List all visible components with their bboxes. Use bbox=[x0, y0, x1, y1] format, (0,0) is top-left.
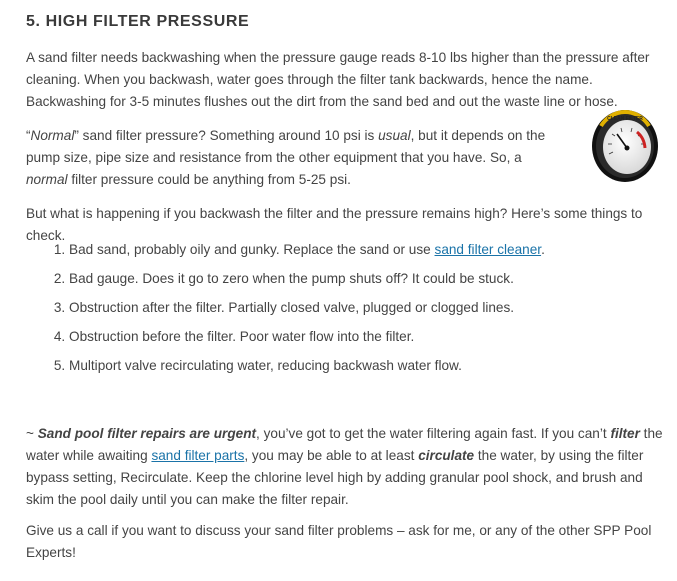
emphasis-usual: usual bbox=[378, 128, 411, 143]
text-fragment: ~ bbox=[26, 426, 38, 441]
paragraph-question: But what is happening if you backwash the filter and the pressure remains high? Here’s some things to check. bbox=[26, 206, 643, 243]
paragraph-backwashing: A sand filter needs backwashing when the pressure gauge reads 8-10 lbs higher than the pressure after cleaning. When you backwash, water goes through the filter tank backwards, hence the name. Backwashing for 3-5 minutes flushes out the dirt from the sand bed and out the waste line or hose. bbox=[26, 50, 650, 109]
list-item: 3. Obstruction after the filter. Partially closed valve, plugged or clogged lines. bbox=[69, 297, 669, 326]
emphasis-normal-quoted: Normal bbox=[30, 128, 75, 143]
text-fragment: , you may be able to at least bbox=[244, 448, 419, 463]
text-fragment: filter pressure could be anything from 5-25 psi. bbox=[67, 172, 351, 187]
emphasis-normal: normal bbox=[26, 172, 68, 187]
section-heading: 5. HIGH FILTER PRESSURE bbox=[26, 13, 250, 30]
list-item: 5. Multiport valve recirculating water, reducing backwash water flow. bbox=[69, 355, 669, 384]
text-fragment: “ bbox=[26, 128, 31, 143]
sand-filter-cleaner-link[interactable]: sand filter cleaner bbox=[434, 242, 542, 257]
emphasis-circulate: circulate bbox=[418, 448, 475, 463]
gauge-label: CLEAN FILTER bbox=[607, 116, 643, 122]
list-item: 2. Bad gauge. Does it go to zero when the pump shuts off? It could be stuck. bbox=[69, 268, 669, 297]
text-fragment: ” sand filter pressure? Something around 10 psi is bbox=[74, 128, 379, 143]
list-item-text: Bad sand, probably oily and gunky. Replace the sand or use bbox=[69, 242, 435, 257]
list-item bbox=[69, 239, 669, 268]
paragraph-normal-pressure bbox=[26, 125, 566, 191]
list-item-text: . bbox=[541, 242, 545, 257]
emphasis-filter: filter bbox=[610, 426, 640, 441]
text-fragment: , but it depends on the pump size, pipe size and resistance from the other equipment that you have. So, a bbox=[26, 128, 546, 165]
text-fragment: the water, by using the filter bypass setting, Recirculate. Keep the chlorine level high by adding granular pool shock, and brush and skim the pool daily until you can make the filter repair. bbox=[26, 448, 644, 507]
emphasis-urgent: Sand pool filter repairs are urgent bbox=[37, 426, 257, 441]
pressure-gauge-image bbox=[587, 104, 659, 184]
list-item: 4. Obstruction before the filter. Poor water flow into the filter. bbox=[69, 326, 669, 355]
sand-filter-parts-link[interactable]: sand filter parts bbox=[151, 448, 245, 463]
checklist bbox=[34, 239, 669, 384]
paragraph-urgent-repairs bbox=[26, 423, 674, 511]
text-fragment: , you’ve got to get the water filtering again fast. If you can’t bbox=[256, 426, 611, 441]
text-fragment: the water while awaiting bbox=[26, 426, 663, 463]
paragraph-contact: Give us a call if you want to discuss your sand filter problems – ask for me, or any of the other SPP Pool Experts! bbox=[26, 523, 652, 560]
